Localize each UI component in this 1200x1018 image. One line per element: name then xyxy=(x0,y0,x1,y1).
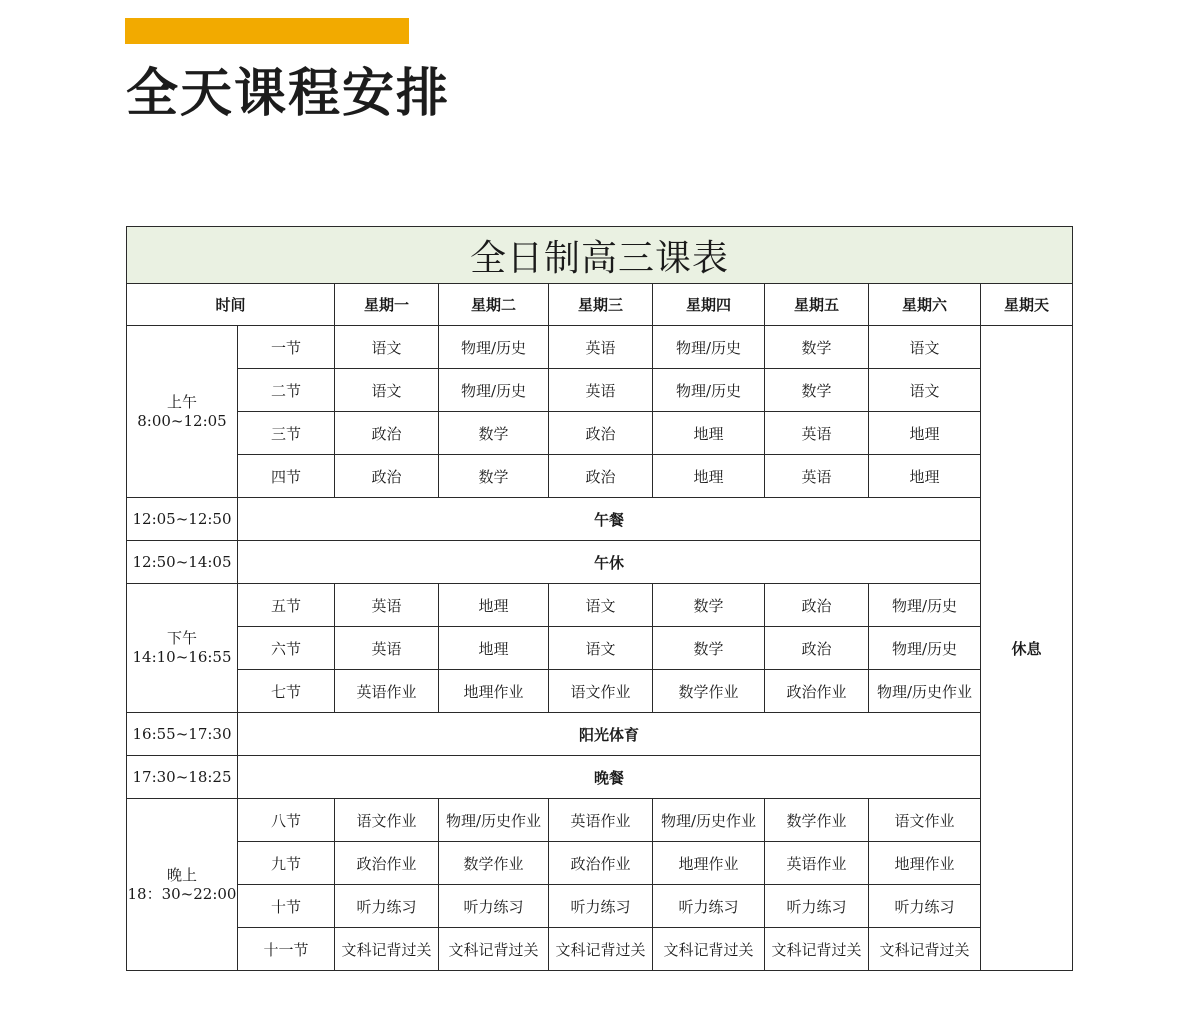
dinner-label: 晚餐 xyxy=(238,756,981,799)
class-cell: 语文作业 xyxy=(335,799,439,842)
nap-label: 午休 xyxy=(238,541,981,584)
class-cell: 物理/历史 xyxy=(653,326,765,369)
morning-time-range: 8:00~12:05 xyxy=(137,411,227,430)
class-cell: 听力练习 xyxy=(653,885,765,928)
lunch-label: 午餐 xyxy=(238,498,981,541)
class-cell: 政治 xyxy=(765,584,869,627)
class-cell: 听力练习 xyxy=(439,885,549,928)
period-name: 七节 xyxy=(238,670,335,713)
class-cell: 物理/历史 xyxy=(869,627,981,670)
nap-time: 12:50~14:05 xyxy=(127,541,238,584)
class-cell: 数学 xyxy=(439,412,549,455)
evening-time-label xyxy=(127,799,238,971)
class-cell: 数学作业 xyxy=(765,799,869,842)
class-cell: 地理 xyxy=(439,627,549,670)
header-day: 星期四 xyxy=(653,284,765,326)
class-cell: 数学作业 xyxy=(439,842,549,885)
period-name: 二节 xyxy=(238,369,335,412)
class-cell: 语文作业 xyxy=(869,799,981,842)
header-day: 星期一 xyxy=(335,284,439,326)
period-name: 四节 xyxy=(238,455,335,498)
class-cell: 政治作业 xyxy=(549,842,653,885)
dinner-time: 17:30~18:25 xyxy=(127,756,238,799)
class-cell: 文科记背过关 xyxy=(335,928,439,971)
class-cell: 物理/历史 xyxy=(869,584,981,627)
afternoon-time-label xyxy=(127,584,238,713)
class-cell: 数学 xyxy=(765,326,869,369)
class-cell: 英语 xyxy=(549,369,653,412)
class-cell: 数学 xyxy=(653,627,765,670)
class-cell: 英语作业 xyxy=(335,670,439,713)
class-cell: 英语作业 xyxy=(765,842,869,885)
period-name: 九节 xyxy=(238,842,335,885)
class-cell: 政治 xyxy=(335,455,439,498)
class-cell: 文科记背过关 xyxy=(439,928,549,971)
header-day: 星期六 xyxy=(869,284,981,326)
header-day: 星期二 xyxy=(439,284,549,326)
class-cell: 政治作业 xyxy=(765,670,869,713)
class-cell: 政治 xyxy=(765,627,869,670)
class-cell: 数学 xyxy=(439,455,549,498)
class-cell: 语文 xyxy=(335,326,439,369)
class-cell: 政治 xyxy=(335,412,439,455)
class-cell: 地理 xyxy=(869,455,981,498)
class-cell: 文科记背过关 xyxy=(549,928,653,971)
class-cell: 数学 xyxy=(765,369,869,412)
period-name: 五节 xyxy=(238,584,335,627)
class-cell: 政治 xyxy=(549,455,653,498)
class-cell: 文科记背过关 xyxy=(765,928,869,971)
class-cell: 听力练习 xyxy=(335,885,439,928)
class-cell: 地理 xyxy=(653,412,765,455)
schedule-table xyxy=(126,226,1073,971)
class-cell: 语文 xyxy=(549,584,653,627)
header-day: 星期三 xyxy=(549,284,653,326)
class-cell: 听力练习 xyxy=(549,885,653,928)
period-name: 十节 xyxy=(238,885,335,928)
class-cell: 英语 xyxy=(335,627,439,670)
class-cell: 英语 xyxy=(765,412,869,455)
class-cell: 物理/历史作业 xyxy=(869,670,981,713)
class-cell: 语文 xyxy=(869,326,981,369)
class-cell: 政治作业 xyxy=(335,842,439,885)
header-day: 星期天 xyxy=(981,284,1073,326)
class-cell: 地理 xyxy=(869,412,981,455)
title-accent-bar xyxy=(125,18,409,44)
lunch-time: 12:05~12:50 xyxy=(127,498,238,541)
sports-time: 16:55~17:30 xyxy=(127,713,238,756)
header-time: 时间 xyxy=(127,284,335,326)
period-name: 六节 xyxy=(238,627,335,670)
period-name: 一节 xyxy=(238,326,335,369)
class-cell: 物理/历史 xyxy=(439,369,549,412)
class-cell: 语文 xyxy=(549,627,653,670)
class-cell: 文科记背过关 xyxy=(653,928,765,971)
page-title: 全天课程安排 xyxy=(126,63,451,124)
table-title: 全日制高三课表 xyxy=(127,227,1073,284)
class-cell: 物理/历史 xyxy=(653,369,765,412)
sports-label: 阳光体育 xyxy=(238,713,981,756)
class-cell: 听力练习 xyxy=(869,885,981,928)
class-cell: 地理作业 xyxy=(653,842,765,885)
header-day: 星期五 xyxy=(765,284,869,326)
evening-label: 晚上 xyxy=(166,865,197,884)
class-cell: 语文 xyxy=(335,369,439,412)
class-cell: 英语作业 xyxy=(549,799,653,842)
class-cell: 地理 xyxy=(653,455,765,498)
class-cell: 数学作业 xyxy=(653,670,765,713)
class-cell: 听力练习 xyxy=(765,885,869,928)
class-cell: 英语 xyxy=(765,455,869,498)
class-cell: 物理/历史 xyxy=(439,326,549,369)
period-name: 十一节 xyxy=(238,928,335,971)
sunday-rest-cell: 休息 xyxy=(981,326,1073,971)
afternoon-time-range: 14:10~16:55 xyxy=(132,648,232,666)
morning-label: 上午 xyxy=(166,392,197,411)
evening-time-range: 18：30~22:00 xyxy=(127,884,237,903)
morning-time-label xyxy=(127,326,238,498)
class-cell: 英语 xyxy=(549,326,653,369)
class-cell: 物理/历史作业 xyxy=(653,799,765,842)
class-cell: 语文作业 xyxy=(549,670,653,713)
class-cell: 物理/历史作业 xyxy=(439,799,549,842)
class-cell: 英语 xyxy=(335,584,439,627)
class-cell: 数学 xyxy=(653,584,765,627)
class-cell: 地理作业 xyxy=(869,842,981,885)
class-cell: 语文 xyxy=(869,369,981,412)
period-name: 八节 xyxy=(238,799,335,842)
class-cell: 地理 xyxy=(439,584,549,627)
class-cell: 地理作业 xyxy=(439,670,549,713)
class-cell: 政治 xyxy=(549,412,653,455)
period-name: 三节 xyxy=(238,412,335,455)
class-cell: 文科记背过关 xyxy=(869,928,981,971)
afternoon-label: 下午 xyxy=(166,629,197,647)
